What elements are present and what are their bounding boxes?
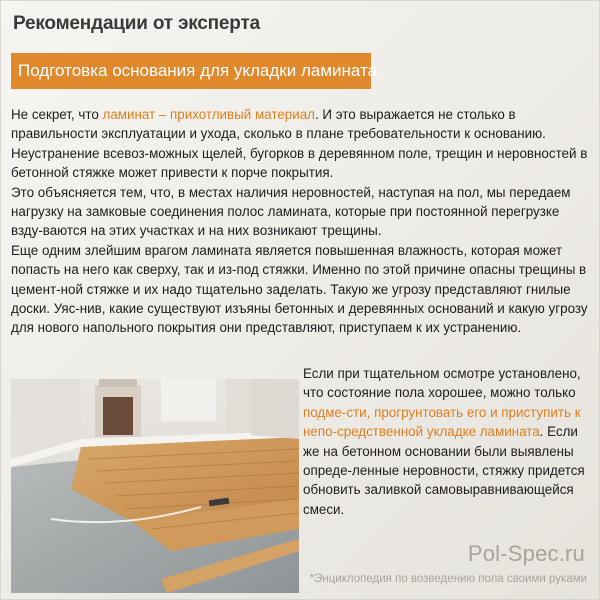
- side-paragraph-end: . Если же на бетонном основании были выявлены опреде-ленные неровности, стяжку придется обновить заливкой самовыравнивающейся смеси.: [303, 424, 585, 517]
- side-paragraph-text: [303, 364, 595, 519]
- section-banner: Подготовка основания для укладки ламината: [11, 53, 371, 89]
- paragraph-3: Еще одним злейшим врагом ламината является повышенная влажность, которая может попасть на него как сверху, так и из-под стяжки. Именно по этой причине опасны трещины в цемент-ной стяжке и их надо тщательно заделать. Такую же угрозу представляют гнилые доски. Уяс-нив, какие существуют изъяны бетонных и деревянных оснований и какую угрозу для нового напольного покрытия они представляют, приступаем к их устранению.: [11, 242, 588, 336]
- highlight-preparation: подме-сти, прогрунтовать его и приступить к непо-средственной укладке ламината: [303, 404, 581, 440]
- floor-photo-illustration: [11, 379, 299, 593]
- paragraph-1-end: . И это выражается не столько в правильности эксплуатации и ухода, сколько в плане требовательности к основанию. Неустранение всевоз-можных щелей, бугорков в деревянном поле, трещин и неровностей в бетонной стяжке может привести к порче покрытия.: [11, 107, 588, 181]
- article-body: [11, 105, 593, 338]
- page-title: Рекомендации от эксперта: [13, 13, 260, 34]
- floor-photo: [11, 379, 299, 593]
- paragraph-2: Это объясняется тем, что, в местах наличия неровностей, наступая на пол, мы передаем нагрузку на замковые соединения полос ламината, которые при постоянной перегрузке взду-ваются на этих участках и на них возникают трещины.: [11, 184, 571, 239]
- highlight-laminate: ламинат – прихотливый материал: [102, 107, 315, 122]
- side-paragraph-start: Если при тщательном осмотре установлено, что состояние пола хорошее, можно только: [303, 366, 581, 401]
- footnote: *Энциклопедия по возведению пола своими руками: [309, 573, 587, 585]
- paragraph-1-start: Не секрет, что: [11, 107, 103, 122]
- brand-watermark: Pol-Spec.ru: [467, 541, 585, 566]
- side-paragraph: [303, 364, 595, 519]
- paragraph-1: [11, 105, 593, 183]
